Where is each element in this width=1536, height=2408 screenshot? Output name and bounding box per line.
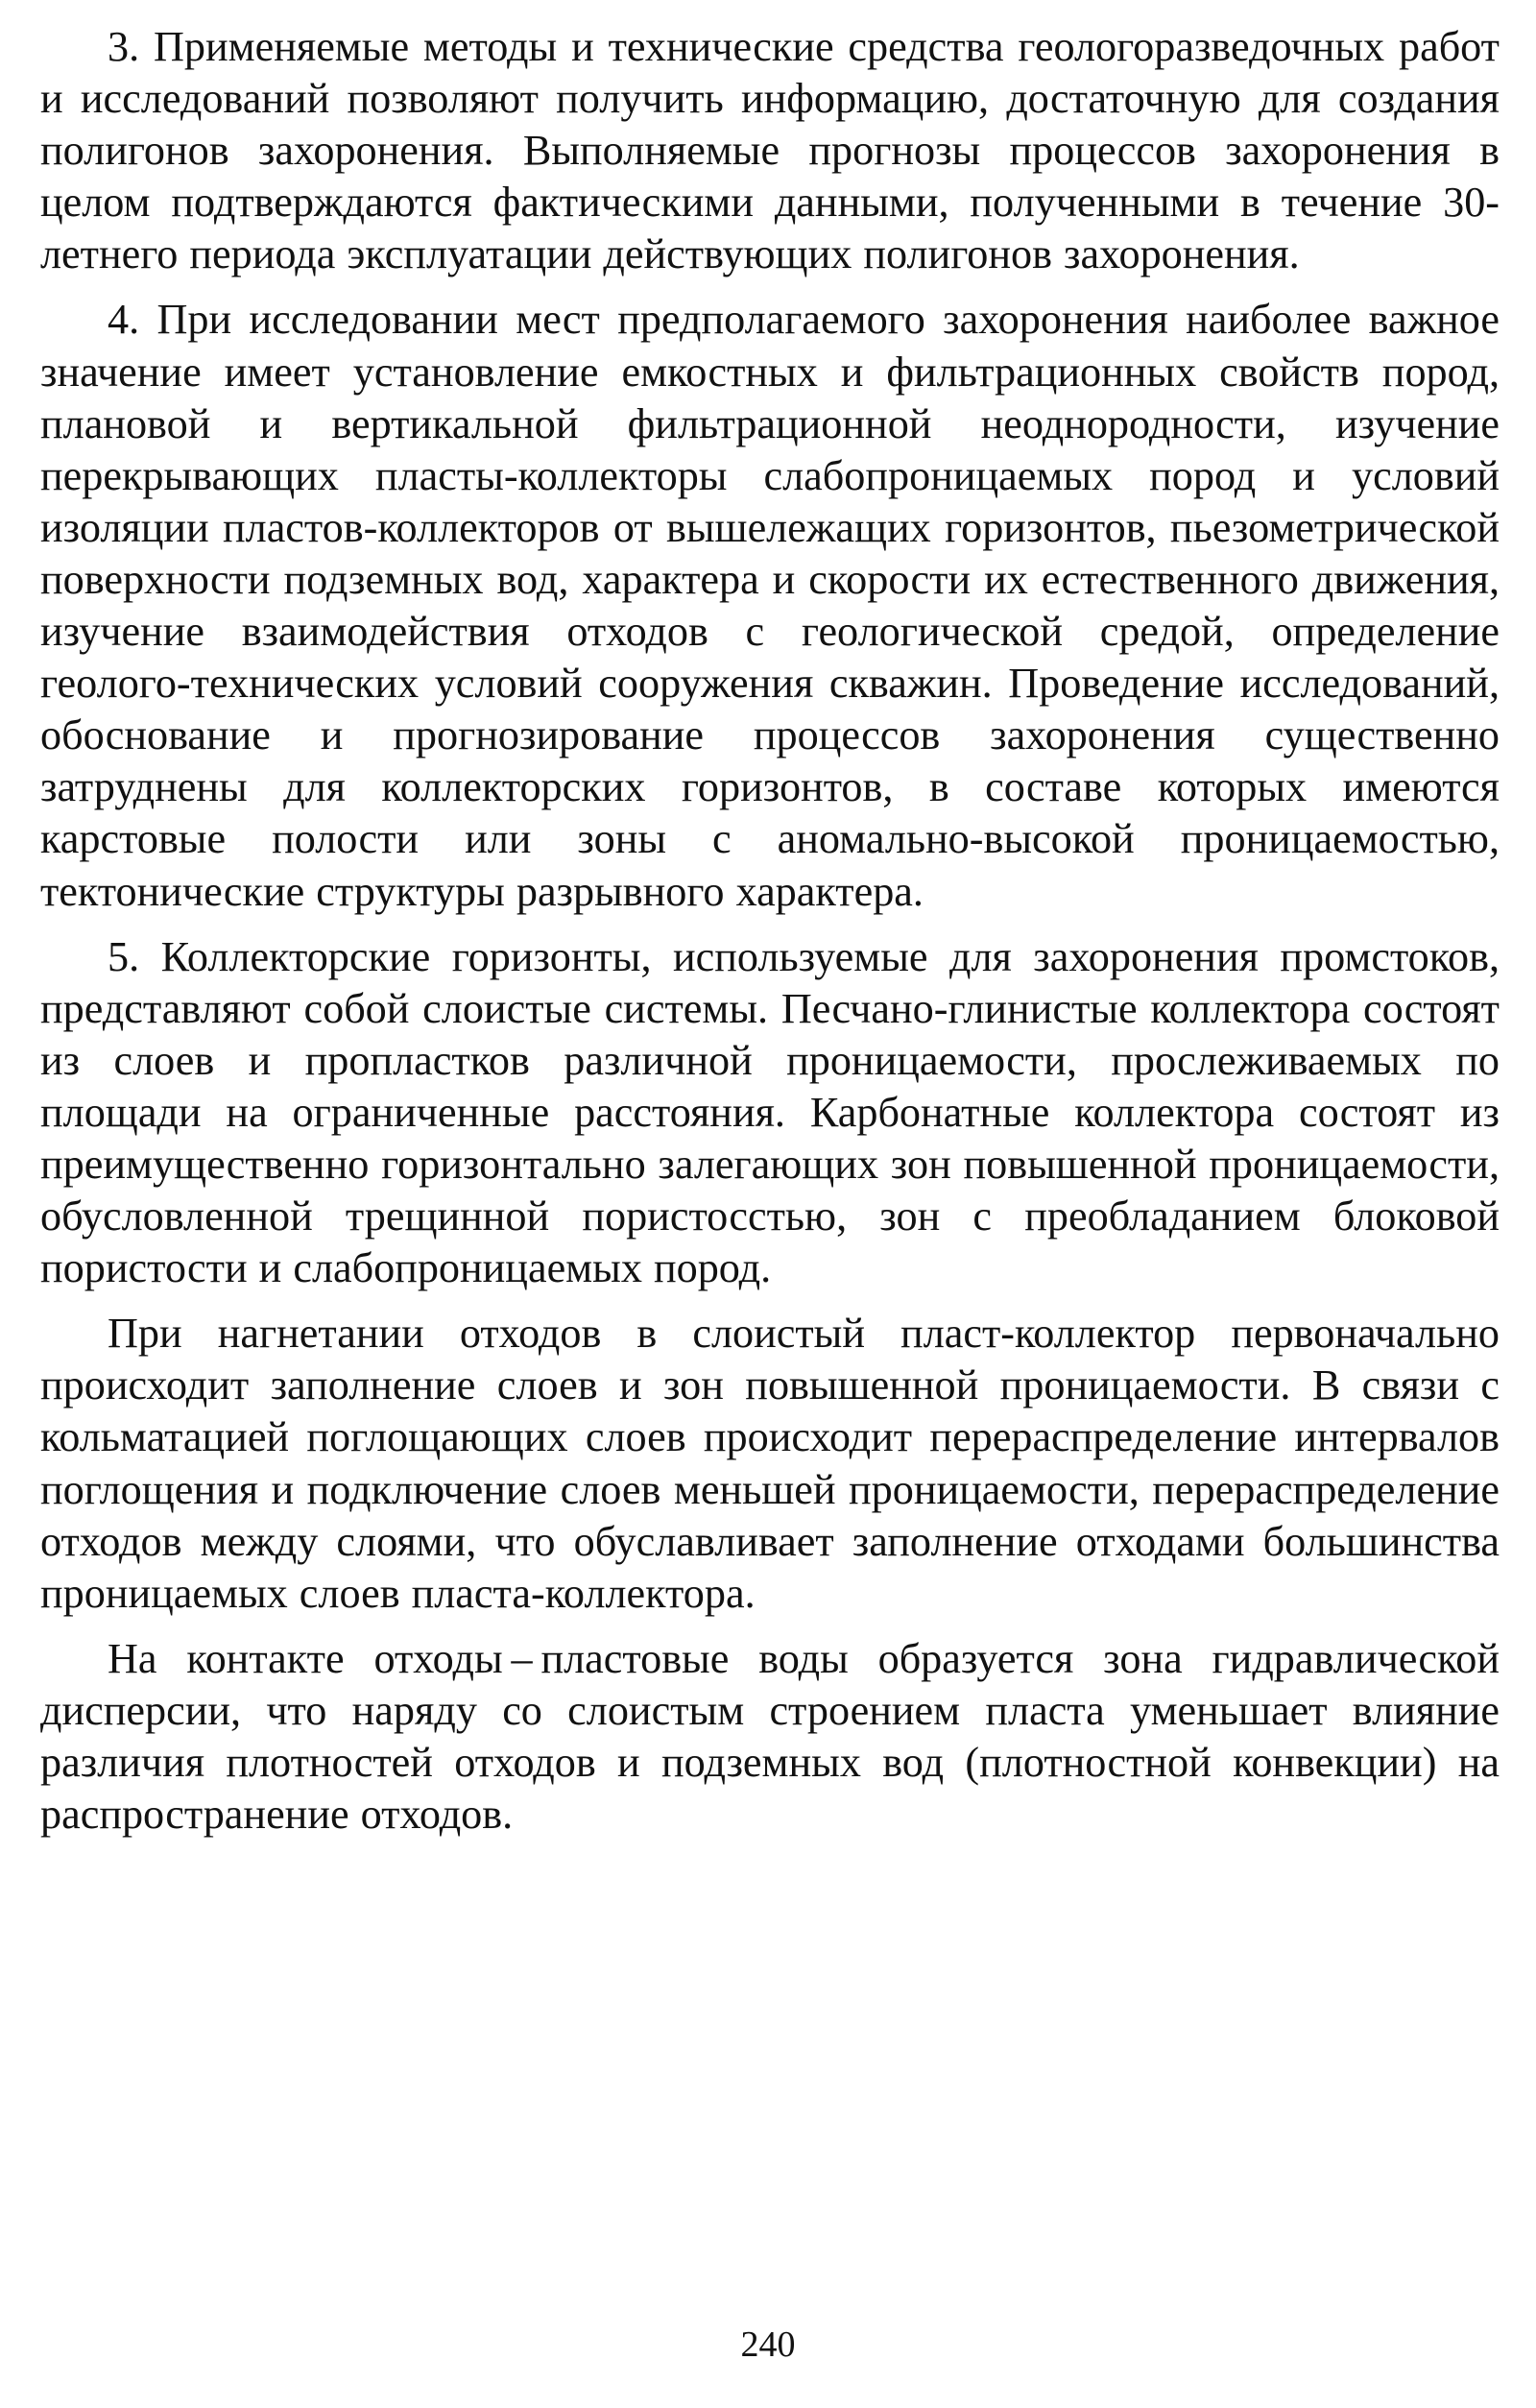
document-page <box>40 21 1500 1854</box>
paragraph-4-research: 4. При исследовании мест предполагаемого захоронения наиболее важное значение имеет установление емкостных и фильтрационных свойств пород, плановой и вертикальной фильтрационной неоднородности, изучение перекрывающих пласты-коллекторы слабопроницаемых пород и условий изоляции пластов-коллекторов от вышележащих горизонтов, пьезометрической поверхности подземных вод, характера и скорости их естественного движения, изучение взаимодействия отходов с геологической средой, определение геолого-технических условий сооружения скважин. Проведение исследований, обоснование и прогнозирование процессов захоронения существенно затруднены для коллекторских горизонтов, в составе которых имеются карстовые полости или зоны с аномально-высокой проницаемостью, тектонические структуры разрывного характера. <box>40 296 1500 915</box>
paragraph-5-horizons: 5. Коллекторские горизонты, используемые для захоронения промстоков, представляют собой слоистые системы. Песчано-глинистые коллектора состоят из слоев и пропластков различной проницаемости, прослеживаемых по площади на ограниченные расстояния. Карбонатные коллектора состоят из преимущественно горизонтально залегающих зон повышенной проницаемости, обусловленной трещинной пористосстью, зон с преобладанием блоковой пористости и слабопроницаемых пород. <box>40 932 1500 1292</box>
paragraph-injection: При нагнетании отходов в слоистый пласт-коллектор первоначально происходит заполнение слоев и зон повышенной проницаемости. В связи с кольматацией поглощающих слоев происходит перераспределение интервалов поглощения и подключение слоев меньшей проницаемости, перераспределение отходов между слоями, что обуславливает заполнение отходами большинства проницаемых слоев пласта-коллектора. <box>40 1310 1500 1617</box>
paragraph-dispersion: На контакте отходы – пластовые воды образуется зона гидравлической дисперсии, что наряду со слоистым строением пласта уменьшает влияние различия плотностей отходов и подземных вод (плотностной конвекции) на распространение отходов. <box>40 1634 1500 1839</box>
page-number: 240 <box>740 2324 796 2365</box>
paragraph-3-methods: 3. Применяемые методы и технические средства геологоразведочных работ и исследований позволяют получить информацию, достаточную для создания полигонов захоронения. Выполняемые прогнозы процессов захоронения в целом подтверждаются фактическими данными, полученными в течение 30-летнего периода эксплуатации действующих полигонов захоронения. <box>40 23 1500 278</box>
